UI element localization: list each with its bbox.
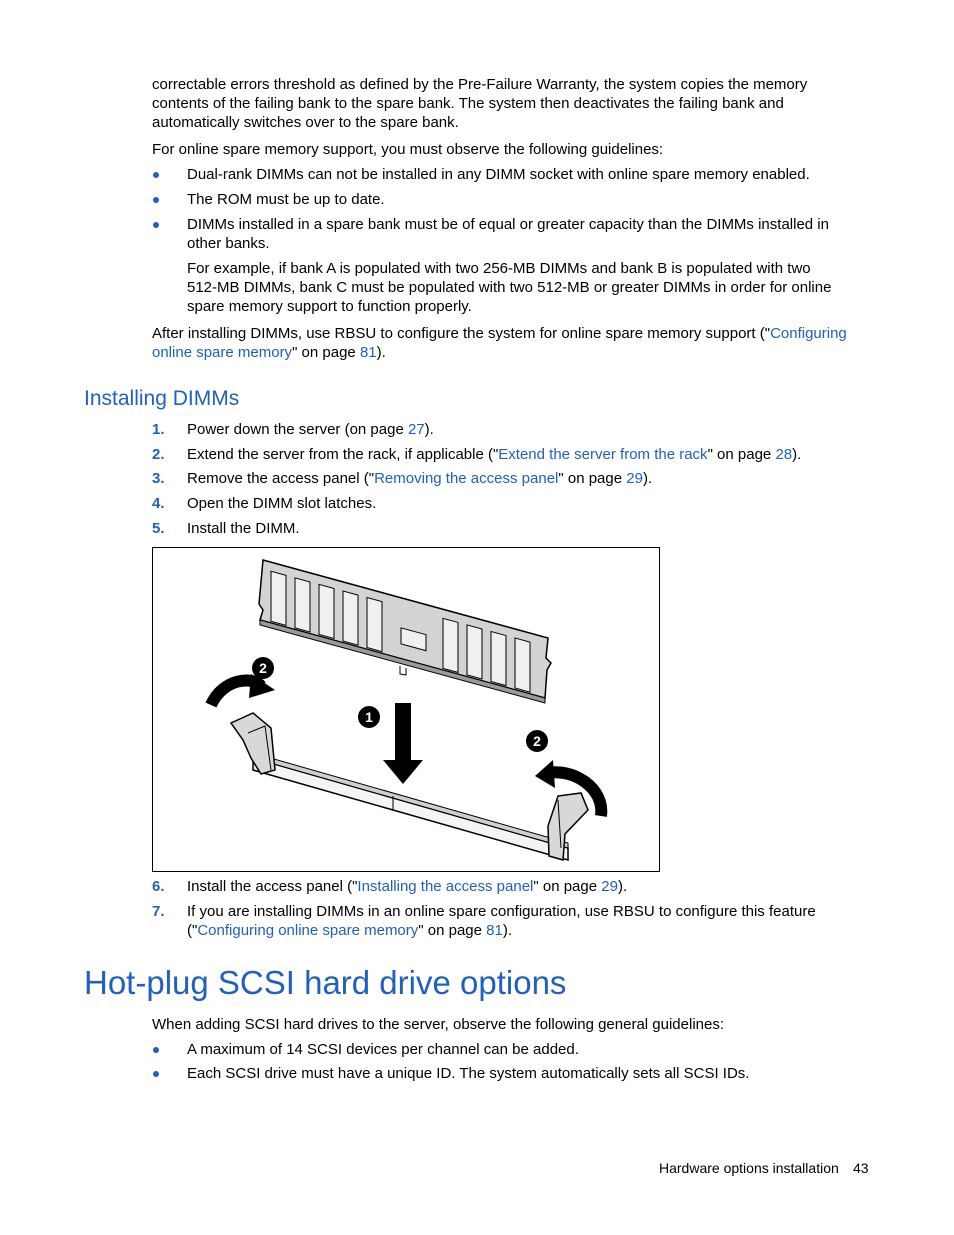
bullet-icon bbox=[153, 222, 159, 228]
step-number: 2. bbox=[152, 446, 165, 463]
bullet-item bbox=[187, 215, 867, 253]
step-text: Open the DIMM slot latches. bbox=[187, 495, 377, 512]
configuring-link[interactable]: Configuring bbox=[770, 325, 847, 342]
guidelines-intro: For online spare memory support, you must observe the following guidelines: bbox=[152, 141, 664, 158]
removing-access-panel-link[interactable]: Removing the access panel bbox=[374, 470, 559, 487]
step-text: Remove the access panel ("Removing the access panel" on page 29). bbox=[187, 470, 653, 487]
bullet-item: The ROM must be up to date. bbox=[187, 191, 385, 208]
step-number: 5. bbox=[152, 520, 165, 537]
extend-server-link[interactable]: Extend the server from the rack bbox=[498, 446, 708, 463]
after-installing-paragraph: After installing DIMMs, use RBSU to configure the system for online spare memory support ("Configuring online spare memory" on page 81). bbox=[152, 325, 847, 361]
step-number: 3. bbox=[152, 470, 165, 487]
intro-line: contents of the failing bank to the spare bank. The system then deactivates the failing bank and bbox=[152, 95, 784, 112]
bullet-icon bbox=[153, 1047, 159, 1053]
intro-line: correctable errors threshold as defined by the Pre-Failure Warranty, the system copies the memory bbox=[152, 76, 808, 93]
svg-text:2: 2 bbox=[259, 660, 267, 676]
bullet-icon bbox=[153, 172, 159, 178]
step-text: If you are installing DIMMs in an online spare configuration, use RBSU to configure this feature ("Configuring online spare memory" on page 81). bbox=[187, 903, 816, 939]
bullet-icon bbox=[153, 197, 159, 203]
svg-text:2: 2 bbox=[533, 733, 541, 749]
callout-2-right bbox=[526, 730, 548, 752]
callout-1 bbox=[358, 706, 380, 728]
step-text: Install the access panel ("Installing the access panel" on page 29). bbox=[187, 878, 628, 895]
intro-line: automatically switches over to the spare bank. bbox=[152, 114, 459, 131]
step-number: 1. bbox=[152, 421, 165, 438]
bullet-line: DIMMs installed in a spare bank must be of equal or greater capacity than the DIMMs installed in bbox=[187, 216, 829, 233]
step-number: 4. bbox=[152, 495, 165, 512]
bullet-item: Dual-rank DIMMs can not be installed in any DIMM socket with online spare memory enabled. bbox=[187, 166, 810, 183]
step-number: 6. bbox=[152, 878, 165, 895]
footer-page-number: 43 bbox=[853, 1160, 869, 1176]
scsi-section-heading: Hot-plug SCSI hard drive options bbox=[84, 964, 567, 1001]
footer-section-title: Hardware options installation bbox=[659, 1160, 839, 1176]
configuring-link-cont[interactable]: online spare memory bbox=[152, 344, 293, 361]
example-paragraph bbox=[187, 259, 867, 316]
bullet-line: other banks. bbox=[187, 235, 270, 252]
page-link[interactable]: 27 bbox=[407, 421, 425, 438]
page-link[interactable]: 29 bbox=[626, 470, 643, 487]
page-link[interactable]: 81 bbox=[486, 922, 503, 939]
step-text: Power down the server (on page 27). bbox=[187, 421, 434, 438]
dimm-install-figure bbox=[152, 547, 660, 872]
installing-dimms-heading: Installing DIMMs bbox=[84, 387, 240, 410]
scsi-intro: When adding SCSI hard drives to the server, observe the following general guidelines: bbox=[152, 1016, 724, 1033]
dimm-illustration bbox=[153, 548, 659, 871]
page-link[interactable]: 29 bbox=[601, 878, 618, 895]
page-link[interactable]: 81 bbox=[359, 344, 377, 361]
bullet-item: Each SCSI drive must have a unique ID. The system automatically sets all SCSI IDs. bbox=[187, 1065, 750, 1082]
example-line: For example, if bank A is populated with two 256-MB DIMMs and bank B is populated with two bbox=[187, 260, 811, 277]
step-number: 7. bbox=[152, 903, 165, 920]
bullet-icon bbox=[153, 1071, 159, 1077]
step-text: Extend the server from the rack, if applicable ("Extend the server from the rack" on page 28). bbox=[187, 446, 802, 463]
example-line: 512-MB DIMMs, bank C must be populated with two 512-MB or greater DIMMs in order for online bbox=[187, 279, 832, 296]
step-text: Install the DIMM. bbox=[187, 520, 300, 537]
down-arrow-icon bbox=[383, 703, 423, 784]
example-line: spare memory support to function properly. bbox=[187, 298, 472, 315]
bullet-item: A maximum of 14 SCSI devices per channel can be added. bbox=[187, 1041, 579, 1058]
callout-2-left bbox=[252, 657, 274, 679]
installing-access-panel-link[interactable]: Installing the access panel bbox=[357, 878, 534, 895]
page-link[interactable]: 28 bbox=[775, 446, 793, 463]
configuring-spare-memory-link[interactable]: Configuring online spare memory bbox=[197, 922, 419, 939]
dimm-module bbox=[259, 560, 551, 703]
svg-text:1: 1 bbox=[365, 709, 373, 725]
intro-paragraph bbox=[152, 75, 872, 132]
